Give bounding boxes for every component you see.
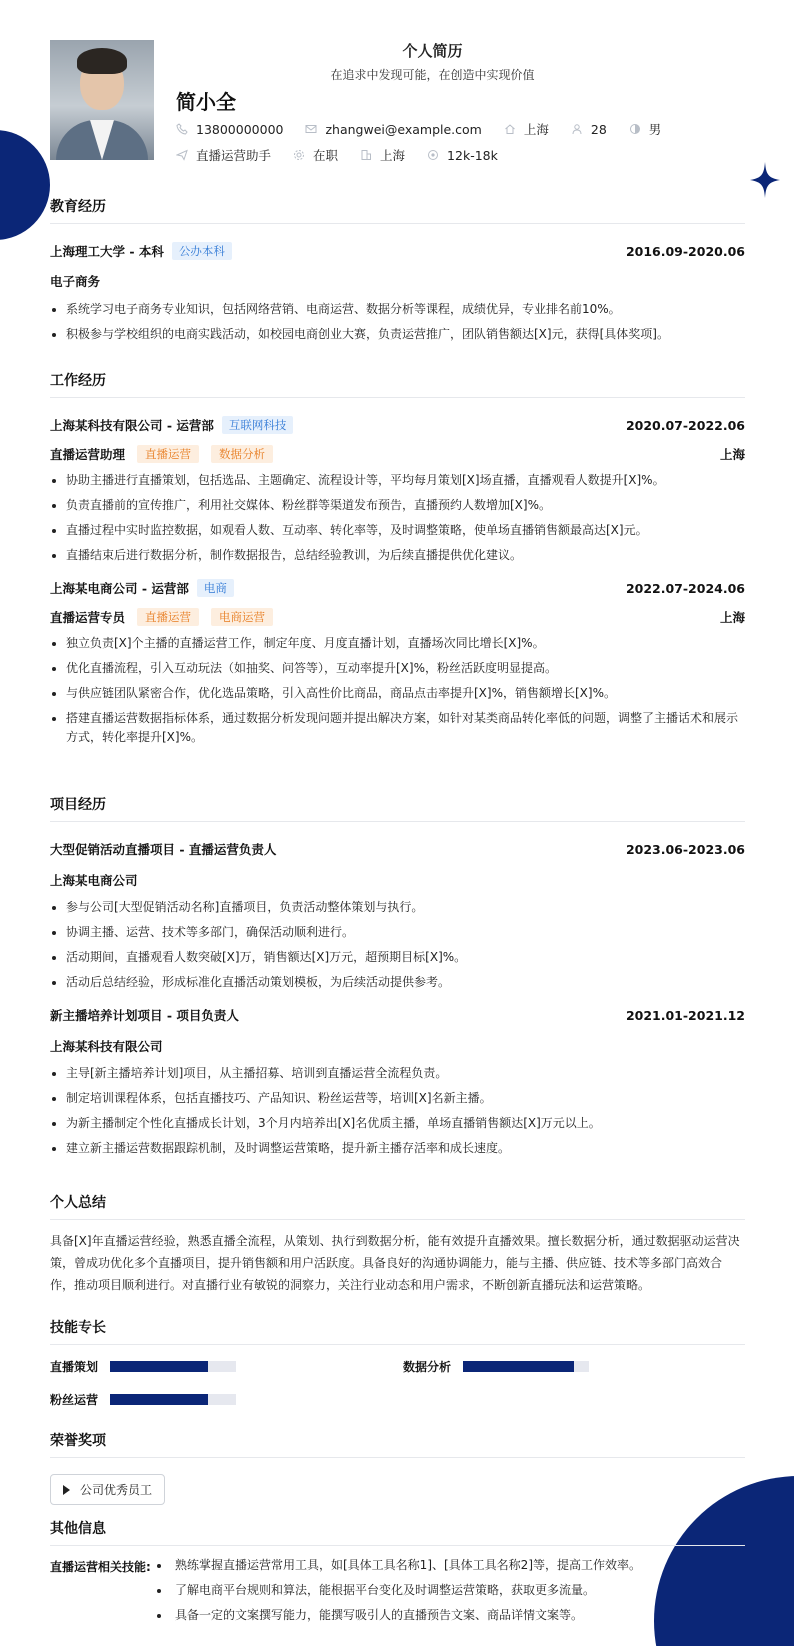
document-title: 个人简历 (402, 42, 463, 60)
building-icon (360, 149, 372, 161)
coin-icon (427, 149, 439, 161)
status-text: 在职 (313, 148, 339, 163)
decor-circle-left (0, 130, 50, 240)
list-item: 直播过程中实时监控数据，如观看人数、互动率、转化率等，及时调整策略，使单场直播销售额最高达[X]元。 (50, 521, 745, 540)
job-city: 上海 (719, 447, 745, 462)
email-text: zhangwei@example.com (325, 121, 482, 137)
list-item: 独立负责[X]个主播的直播运营工作，制定年度、月度直播计划，直播场次同比增长[X]%。 (50, 634, 745, 653)
phone-icon (176, 123, 188, 135)
section-title: 荣誉奖项 (50, 1430, 745, 1458)
skill-tag: 电商运营 (211, 608, 273, 626)
job-bullets (50, 634, 745, 747)
skill-tag: 数据分析 (211, 445, 273, 463)
position-name: 直播运营专员 (50, 610, 126, 625)
award-name: 公司优秀员工 (80, 1483, 153, 1497)
contact-row (176, 120, 683, 138)
job-position-row (50, 608, 745, 626)
project-bullets (50, 898, 745, 992)
candidate-name: 简小全 (176, 90, 236, 114)
skill-bar-fill (463, 1361, 574, 1372)
list-item: 优化直播流程，引入互动玩法（如抽奖、问答等），互动率提升[X]%，粉丝活跃度明显提高。 (50, 659, 745, 678)
person-icon (571, 123, 583, 135)
project-entry-head (50, 840, 745, 858)
project-date: 2021.01-2021.12 (625, 1007, 745, 1023)
section-title: 工作经历 (50, 370, 745, 398)
industry-tag: 电商 (197, 579, 234, 597)
education-bullets (50, 300, 745, 344)
project-org: 上海某科技有限公司 (50, 1039, 163, 1054)
skill-bar (110, 1394, 236, 1405)
awards-section (50, 1430, 745, 1505)
list-item: 系统学习电子商务专业知识，包括网络营销、电商运营、数据分析等课程，成绩优异，专业排名前10%。 (50, 300, 745, 319)
company-name: 上海某科技有限公司 - 运营部 (50, 418, 214, 433)
other-content (50, 1556, 745, 1646)
project-bullets (50, 1064, 745, 1158)
section-title: 技能专长 (50, 1317, 745, 1345)
salary-text: 12k-18k (447, 147, 498, 163)
other-bullets (155, 1556, 641, 1631)
list-item: 熟练掌握直播运营常用工具，如[具体工具名称1]、[具体工具名称2]等，提高工作效率。 (155, 1556, 641, 1575)
skill-bar (463, 1361, 589, 1372)
education-entry-head (50, 242, 745, 260)
list-item: 制定培训课程体系，包括直播技巧、产品知识、粉丝运营等，培训[X]名新主播。 (50, 1089, 745, 1108)
education-section (50, 196, 745, 350)
project-date: 2023.06-2023.06 (625, 841, 745, 857)
triangle-icon (63, 1485, 70, 1495)
resume-header (50, 36, 750, 166)
target-city-item (360, 146, 405, 164)
section-title: 项目经历 (50, 794, 745, 822)
skill-bar (110, 1361, 236, 1372)
job-entry-head (50, 579, 745, 597)
gender-icon (629, 123, 641, 135)
list-item: 为新主播制定个性化直播成长计划，3个月内培养出[X]名优质主播，单场直播销售额达[X]万元以上。 (50, 1114, 745, 1133)
major-name: 电子商务 (50, 274, 101, 289)
email-item (305, 122, 481, 137)
job-position-row (50, 445, 745, 463)
job-bullets (50, 471, 745, 565)
position-name: 直播运营助理 (50, 447, 126, 462)
project-org: 上海某电商公司 (50, 873, 138, 888)
job-city: 上海 (719, 610, 745, 625)
school-type-tag: 公办本科 (172, 242, 232, 260)
target-city-text: 上海 (380, 148, 406, 163)
industry-tag: 互联网科技 (222, 416, 294, 434)
sparkle-icon (750, 162, 780, 198)
job-entry-head (50, 416, 745, 434)
location-text: 上海 (523, 122, 549, 137)
skill-name: 数据分析 (403, 1360, 452, 1374)
list-item: 协助主播进行直播策划，包括选品、主题确定、流程设计等，平均每月策划[X]场直播，直播观看人数提升[X]%。 (50, 471, 745, 490)
mail-icon (305, 123, 317, 135)
list-item: 与供应链团队紧密合作，优化选品策略，引入高性价比商品，商品点击率提升[X]%，销售额增长[X]%。 (50, 684, 745, 703)
age-item (571, 122, 607, 137)
intent-row (176, 146, 520, 164)
list-item: 负责直播前的宣传推广，利用社交媒体、粉丝群等渠道发布预告，直播预约人数增加[X]%。 (50, 496, 745, 515)
project-entry-head (50, 1006, 745, 1024)
summary-text: 具备[X]年直播运营经验，熟悉直播全流程，从策划、执行到数据分析，能有效提升直播效果。擅长数据分析，通过数据驱动运营决策，曾成功优化多个直播项目，提升销售额和用户活跃度。具备良好的沟通协调能力，能与主播、供应链、技术等多部门高效合作，推动项目顺利进行。对直播行业有敏锐的洞察力，关注行业动态和用户需求，不断创新直播玩法和运营策略。 (50, 1234, 740, 1292)
list-item: 协调主播、运营、技术等多部门，确保活动顺利进行。 (50, 923, 745, 942)
skill-name: 直播策划 (50, 1360, 99, 1374)
skill-bar-fill (110, 1361, 208, 1372)
company-name: 上海某电商公司 - 运营部 (50, 581, 189, 596)
project-name: 大型促销活动直播项目 - 直播运营负责人 (50, 842, 277, 857)
list-item: 主导[新主播培养计划]项目，从主播招募、培训到直播运营全流程负责。 (50, 1064, 745, 1083)
work-section (50, 370, 745, 753)
list-item: 建立新主播运营数据跟踪机制，及时调整运营策略，提升新主播存活率和成长速度。 (50, 1139, 745, 1158)
send-icon (176, 149, 188, 161)
job-intent-text: 直播运营助手 (196, 148, 272, 163)
list-item: 活动后总结经验，形成标准化直播活动策划模板，为后续活动提供参考。 (50, 973, 745, 992)
list-item: 了解电商平台规则和算法，能根据平台变化及时调整运营策略，获取更多流量。 (155, 1581, 641, 1600)
skill-item (50, 1391, 236, 1408)
list-item: 活动期间，直播观看人数突破[X]万，销售额达[X]万元，超预期目标[X]%。 (50, 948, 745, 967)
job-intent-item (176, 146, 271, 164)
school-name: 上海理工大学 - 本科 (50, 244, 164, 259)
section-title: 其他信息 (50, 1518, 745, 1546)
education-date: 2016.09-2020.06 (625, 243, 745, 259)
projects-section (50, 794, 745, 1164)
skill-item (50, 1358, 236, 1375)
gender-item (629, 120, 662, 138)
status-item (293, 146, 338, 164)
other-label: 直播运营相关技能: (50, 1560, 151, 1574)
home-icon (504, 123, 516, 135)
section-title: 教育经历 (50, 196, 745, 224)
phone-item (176, 122, 283, 137)
phone-text: 13800000000 (196, 121, 284, 137)
list-item: 具备一定的文案撰写能力，能撰写吸引人的直播预告文案、商品详情文案等。 (155, 1606, 641, 1625)
gender-text: 男 (648, 122, 662, 137)
salary-item (427, 148, 498, 163)
list-item: 积极参与学校组织的电商实践活动，如校园电商创业大赛，负责运营推广，团队销售额达[X]元，获得[具体奖项]。 (50, 325, 745, 344)
job-date: 2020.07-2022.06 (625, 417, 745, 433)
age-text: 28 (590, 121, 607, 137)
location-item (504, 120, 549, 138)
list-item: 参与公司[大型促销活动名称]直播项目，负责活动整体策划与执行。 (50, 898, 745, 917)
summary-section (50, 1192, 745, 1296)
list-item: 搭建直播运营数据指标体系，通过数据分析发现问题并提出解决方案，如针对某类商品转化率低的问题，调整了主播话术和展示方式，转化率提升[X]%。 (50, 709, 745, 747)
skill-tag: 直播运营 (137, 445, 199, 463)
skill-bar-fill (110, 1394, 208, 1405)
gear-icon (293, 149, 305, 161)
other-section (50, 1518, 745, 1546)
award-badge (50, 1474, 165, 1505)
skill-item (403, 1358, 589, 1375)
list-item: 直播结束后进行数据分析，制作数据报告，总结经验教训，为后续直播提供优化建议。 (50, 546, 745, 565)
section-title: 个人总结 (50, 1192, 745, 1220)
skill-name: 粉丝运营 (50, 1393, 99, 1407)
document-motto: 在追求中发现可能，在创造中实现价值 (330, 68, 535, 82)
job-date: 2022.07-2024.06 (625, 580, 745, 596)
skills-section (50, 1317, 745, 1345)
skill-tag: 直播运营 (137, 608, 199, 626)
project-name: 新主播培养计划项目 - 项目负责人 (50, 1008, 239, 1023)
